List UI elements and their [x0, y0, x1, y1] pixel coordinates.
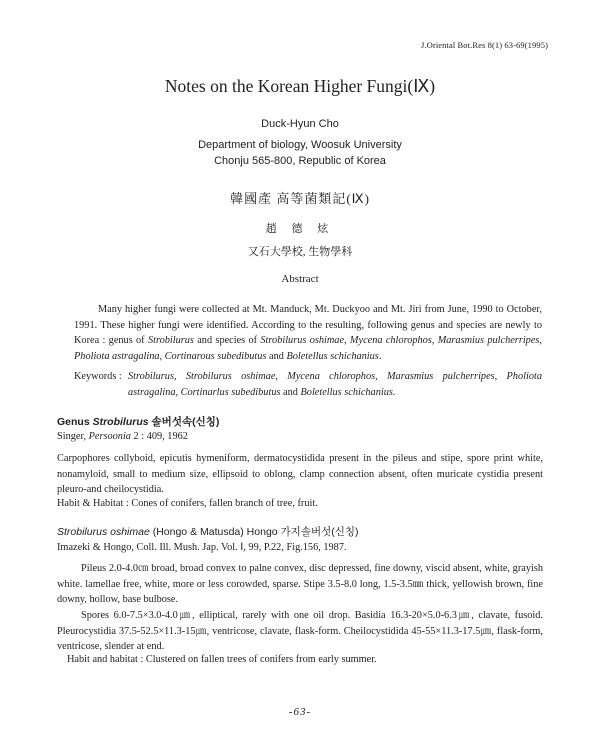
journal-reference: J.Oriental Bot.Res 8(1) 63-69(1995)	[421, 40, 548, 50]
species-heading: Strobilurus oshimae (Hongo & Matusda) Hongo 가지솔버섯(신칭)	[57, 526, 359, 538]
author-name: Duck-Hyun Cho	[261, 118, 339, 130]
species-pileus-description: Pileus 2.0-4.0㎝ broad, broad convex to palne convex, disc depressed, fine downy, viscid absent, white, grayish white. lamellae free, white, more or less corowded, sparse. Stipe 3.5-8.0 long, 1.5-3.5㎜ thick, yellowish brown, fine downy, hollow, base bulbose.	[57, 563, 543, 605]
korean-title: 韓國產 高等菌類記(Ⅸ)	[230, 191, 370, 206]
page-number: -63-	[288, 706, 312, 718]
keywords	[74, 369, 542, 400]
species-citation: Imazeki & Hongo, Coll. Ill. Mush. Jap. Vol. Ⅰ, 99, P.22, Fig.156, 1987.	[57, 542, 347, 553]
keywords-label: Keywords :	[74, 371, 122, 382]
korean-author: 趙 德 炫	[265, 223, 335, 235]
species-habitat: Habit and habitat : Clustered on fallen trees of conifers from early summer.	[67, 654, 377, 665]
abstract-body: Many higher fungi were collected at Mt. Manduck, Mt. Duckyoo and Mt. Jiri from June, 1990 to October, 1991. These higher fungi were identified. According to the resulting, following genus and species are newly to Korea : genus of Strobilurus and species of Strobilurus oshimae, Mycena chlorophos, Marasmius pulcherripes, Pholiota astragalina, Cortinarous subedibutus and Boletellus schichanius.	[74, 304, 542, 362]
genus-description: Carpophores collyboid, epicutis hymeniform, dermatocystidida present in the pileus and stipe, spore print white, nonamyloid, small to medium size, ellipsoid to oblong, clamp connection absent, often muricate cystidia present pleuro-and cheilocystidia.	[57, 453, 543, 495]
abstract-heading: Abstract	[281, 273, 319, 285]
genus-citation: Singer, Persoonia 2 : 409, 1962	[57, 431, 188, 442]
species-spores-description: Spores 6.0-7.5×3.0-4.0㎛, elliptical, rarely with one oil drop. Basidia 16.3-20×5.0-6.3㎛, clavate, fusoid. Pleurocystidia 37.5-52.5×11.3-15㎛, ventricose, clavate, flask-form. Cheilocystidida 45-55×11.3-17.5㎛, flask-form, ventricose, slender at end.	[57, 610, 543, 652]
korean-affiliation: 又石大學校, 生物學科	[247, 246, 353, 258]
keywords-list: Strobilurus, Strobilurus oshimae, Mycena chlorophos, Marasmius pulcherripes, Pholiota astragalina, Cortinarlus subedibutus and Boletellus schichanius.	[128, 371, 542, 398]
genus-habitat: Habit & Habitat : Cones of conifers, fallen branch of tree, fruit.	[57, 498, 318, 509]
genus-heading: Genus Strobilurus 솔버섯속(신칭)	[57, 416, 220, 428]
paper-title: Notes on the Korean Higher Fungi(Ⅸ)	[164, 76, 436, 96]
affiliation-line-1: Department of biology, Woosuk University	[198, 139, 402, 151]
affiliation-line-2: Chonju 565-800, Republic of Korea	[214, 155, 386, 167]
